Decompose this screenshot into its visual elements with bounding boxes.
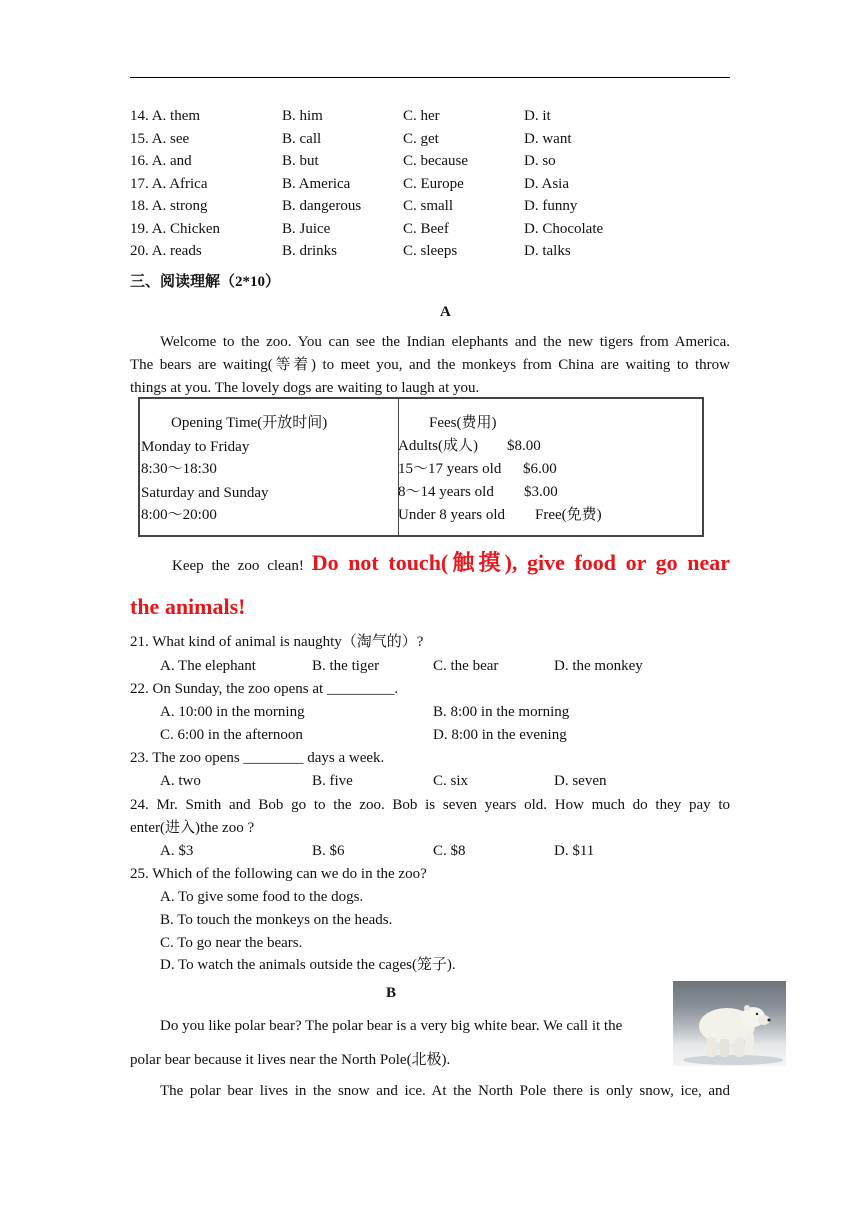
- choice-18-c: C. small: [403, 198, 454, 214]
- choice-17-a: 17. A. Africa: [130, 176, 208, 192]
- notice-prefix: Keep the zoo clean!: [172, 558, 304, 574]
- q22-option-a: A. 10:00 in the morning: [160, 704, 305, 720]
- header-rule: [130, 77, 730, 78]
- passage-a-line-1: Welcome to the zoo. You can see the Indian elephants and the new tigers from America.: [160, 334, 730, 350]
- passage-b-line-1: Do you like polar bear? The polar bear is a very big white bear. We call it the: [160, 1018, 623, 1034]
- fee-label: Adults(成人): [398, 438, 478, 454]
- choice-18-d: D. funny: [524, 198, 578, 214]
- q24-option-a: A. $3: [160, 843, 194, 859]
- opening-row: 8:00～20:00: [141, 507, 217, 523]
- opening-row: Saturday and Sunday: [141, 485, 269, 501]
- choice-14-c: C. her: [403, 108, 440, 124]
- q21-option-b: B. the tiger: [312, 658, 380, 674]
- choice-20-b: B. drinks: [282, 243, 338, 259]
- q24-option-b: B. $6: [312, 843, 345, 859]
- fee-label: Under 8 years old: [398, 507, 506, 523]
- q25-option-b: B. To touch the monkeys on the heads.: [160, 912, 393, 928]
- question-23: 23. The zoo opens ________ days a week.: [130, 750, 385, 766]
- question-24-cont: enter(进入)the zoo ?: [130, 820, 255, 836]
- choice-14-a: 14. A. them: [130, 108, 201, 124]
- opening-row: 8:30～18:30: [141, 461, 217, 477]
- choice-19-b: B. Juice: [282, 221, 331, 237]
- choice-19-d: D. Chocolate: [524, 221, 604, 237]
- fee-value: $8.00: [507, 438, 541, 454]
- choice-16-d: D. so: [524, 153, 556, 169]
- fee-value: Free(免费): [535, 507, 602, 523]
- opening-row: Monday to Friday: [141, 439, 250, 455]
- zoo-notice: [130, 548, 730, 581]
- q25-option-d: D. To watch the animals outside the cages(笼子).: [160, 957, 456, 973]
- choice-18-a: 18. A. strong: [130, 198, 208, 214]
- q25-option-c: C. To go near the bears.: [160, 935, 303, 951]
- passage-a-title: A: [440, 304, 451, 320]
- notice-warning-end: the animals!: [130, 594, 246, 619]
- q23-option-a: A. two: [160, 773, 201, 789]
- section-heading: 三、阅读理解（2*10）: [130, 274, 281, 290]
- choice-17-b: B. America: [282, 176, 351, 192]
- passage-b-title: B: [386, 985, 397, 1001]
- polar-bear-photo: [673, 981, 786, 1066]
- q21-option-a: A. The elephant: [160, 658, 256, 674]
- question-22: 22. On Sunday, the zoo opens at _________.: [130, 681, 399, 697]
- fee-value: $6.00: [523, 461, 557, 477]
- choice-17-d: D. Asia: [524, 176, 569, 192]
- choice-19-c: C. Beef: [403, 221, 449, 237]
- choice-16-a: 16. A. and: [130, 153, 192, 169]
- fee-value: $3.00: [524, 484, 558, 500]
- choice-14-d: D. it: [524, 108, 551, 124]
- choice-14-b: B. him: [282, 108, 323, 124]
- q23-option-c: C. six: [433, 773, 469, 789]
- choice-15-b: B. call: [282, 131, 322, 147]
- choice-16-c: C. because: [403, 153, 468, 169]
- opening-time-header: Opening Time(开放时间): [171, 415, 328, 431]
- passage-b-line-3: The polar bear lives in the snow and ice. At the North Pole there is only snow, ice, and: [160, 1083, 730, 1099]
- fee-label: 8～14 years old: [398, 484, 494, 500]
- question-25: 25. Which of the following can we do in the zoo?: [130, 866, 427, 882]
- question-21: 21. What kind of animal is naughty（淘气的）?: [130, 634, 424, 650]
- passage-a-line-3: things at you. The lovely dogs are waiting to laugh at you.: [130, 380, 480, 396]
- choice-20-d: D. talks: [524, 243, 571, 259]
- choice-16-b: B. but: [282, 153, 319, 169]
- q23-option-b: B. five: [312, 773, 353, 789]
- q24-option-c: C. $8: [433, 843, 466, 859]
- q24-option-d: D. $11: [554, 843, 595, 859]
- zoo-info-table: [138, 397, 704, 537]
- q22-option-c: C. 6:00 in the afternoon: [160, 727, 303, 743]
- fees-header: Fees(费用): [429, 415, 497, 431]
- choice-15-a: 15. A. see: [130, 131, 190, 147]
- q22-option-b: B. 8:00 in the morning: [433, 704, 570, 720]
- q25-option-a: A. To give some food to the dogs.: [160, 889, 364, 905]
- q21-option-d: D. the monkey: [554, 658, 643, 674]
- choice-20-c: C. sleeps: [403, 243, 458, 259]
- choice-20-a: 20. A. reads: [130, 243, 202, 259]
- choice-15-c: C. get: [403, 131, 439, 147]
- passage-a-line-2: The bears are waiting(等着) to meet you, and the monkeys from China are waiting to throw: [130, 357, 730, 373]
- fee-label: 15～17 years old: [398, 461, 502, 477]
- q22-option-d: D. 8:00 in the evening: [433, 727, 567, 743]
- choice-19-a: 19. A. Chicken: [130, 221, 221, 237]
- passage-b-line-2: polar bear because it lives near the North Pole(北极).: [130, 1052, 451, 1068]
- q21-option-c: C. the bear: [433, 658, 499, 674]
- choice-18-b: B. dangerous: [282, 198, 362, 214]
- question-24: 24. Mr. Smith and Bob go to the zoo. Bob is seven years old. How much do they pay to: [130, 797, 730, 813]
- notice-warning: Do not touch(触摸), give food or go near: [311, 550, 730, 575]
- choice-15-d: D. want: [524, 131, 572, 147]
- polar-bear-icon: [673, 981, 786, 1066]
- choice-17-c: C. Europe: [403, 176, 464, 192]
- q23-option-d: D. seven: [554, 773, 607, 789]
